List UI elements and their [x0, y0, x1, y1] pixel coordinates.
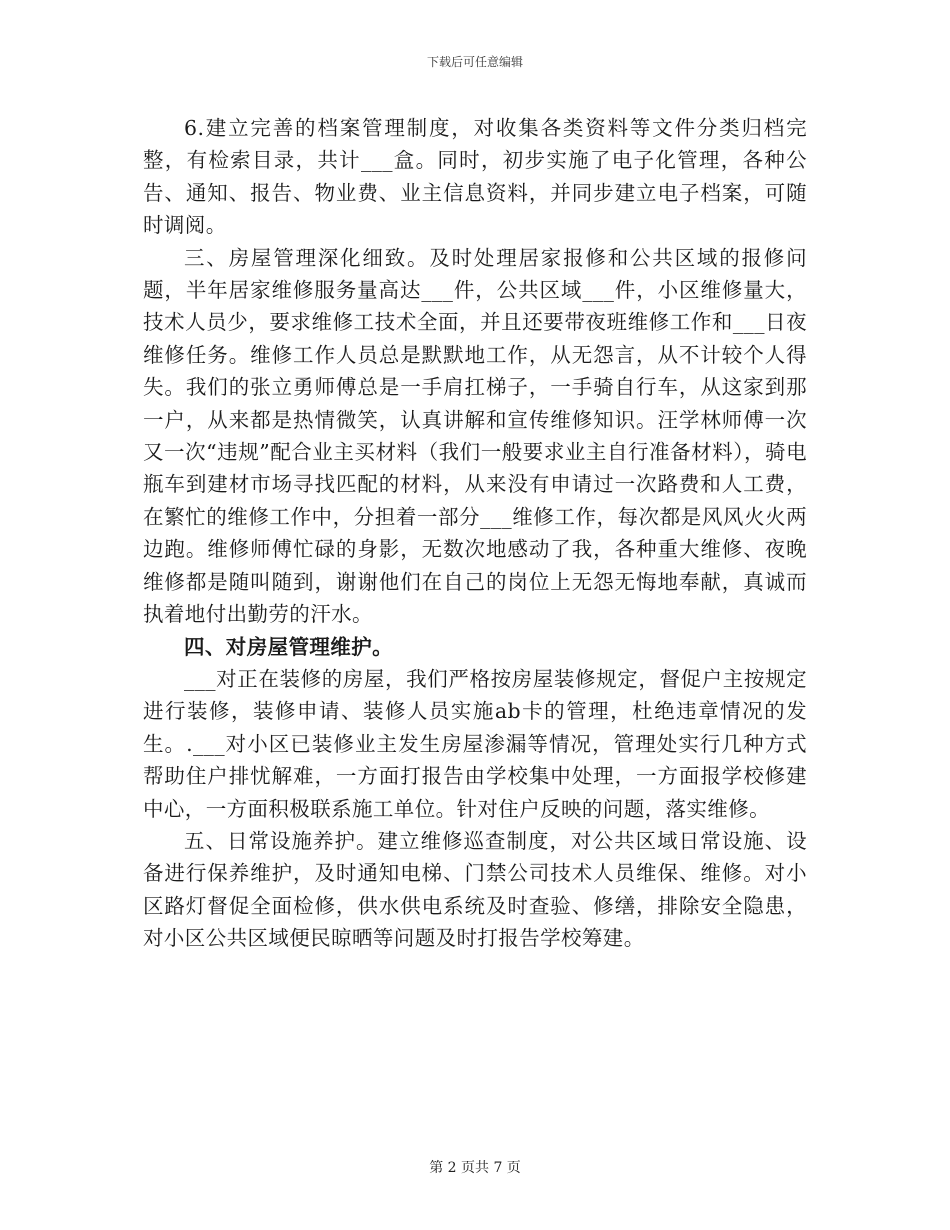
section-heading-maintenance: 四、对房屋管理维护。 — [184, 634, 393, 659]
document-body — [143, 112, 807, 955]
paragraph-renovation: ___对正在装修的房屋，我们严格按房屋装修规定，督促户主按规定进行装修，装修申请、装修人员实施ab卡的管理，杜绝违章情况的发生。.___对小区已装修业主发生房屋渗漏等情况，管理处实行几种方式帮助住户排忧解难，一方面打报告由学校集中处理，一方面报学校修建中心，一方面积极联系施工单位。针对住户反映的问题，落实维修。 — [143, 666, 807, 821]
paragraph-archive-management: 6.建立完善的档案管理制度，对收集各类资料等文件分类归档完整，有检索目录，共计___盒。同时，初步实施了电子化管理，各种公告、通知、报告、物业费、业主信息资料，并同步建立电子档案，可随时调阅。 — [143, 116, 807, 238]
paragraph-housing-management: 三、房屋管理深化细致。及时处理居家报修和公共区域的报修问题，半年居家维修服务量高达___件，公共区域___件，小区维修量大，技术人员少，要求维修工技术全面，并且还要带夜班维修工作和___日夜维修任务。维修工作人员总是默默地工作，从无怨言，从不计较个人得失。我们的张立勇师傅总是一手肩扛梯子，一手骑自行车，从这家到那一户，从来都是热情微笑，认真讲解和宣传维修知识。汪学林师傅一次又一次“违规”配合业主买材料（我们一般要求业主自行准备材料），骑电瓶车到建材市场寻找匹配的材料，从来没有申请过一次路费和人工费，在繁忙的维修工作中，分担着一部分___维修工作，每次都是风风火火两边跑。维修师傅忙碌的身影，无数次地感动了我，各种重大维修、夜晚维修都是随叫随到，谢谢他们在自己的岗位上无怨无悔地奉献，真诚而执着地付出勤劳的汗水。 — [143, 245, 807, 627]
page-footer: 第 2 页共 7 页 — [429, 1160, 521, 1176]
paragraph-facility-maintenance: 五、日常设施养护。建立维修巡查制度，对公共区域日常设施、设备进行保养维护，及时通知电梯、门禁公司技术人员维保、维修。对小区路灯督促全面检修，供水供电系统及时查验、修缮，排除安全隐患，对小区公共区域便民晾晒等问题及时打报告学校筹建。 — [143, 828, 807, 951]
page-header: 下载后可任意编辑 — [426, 55, 523, 69]
